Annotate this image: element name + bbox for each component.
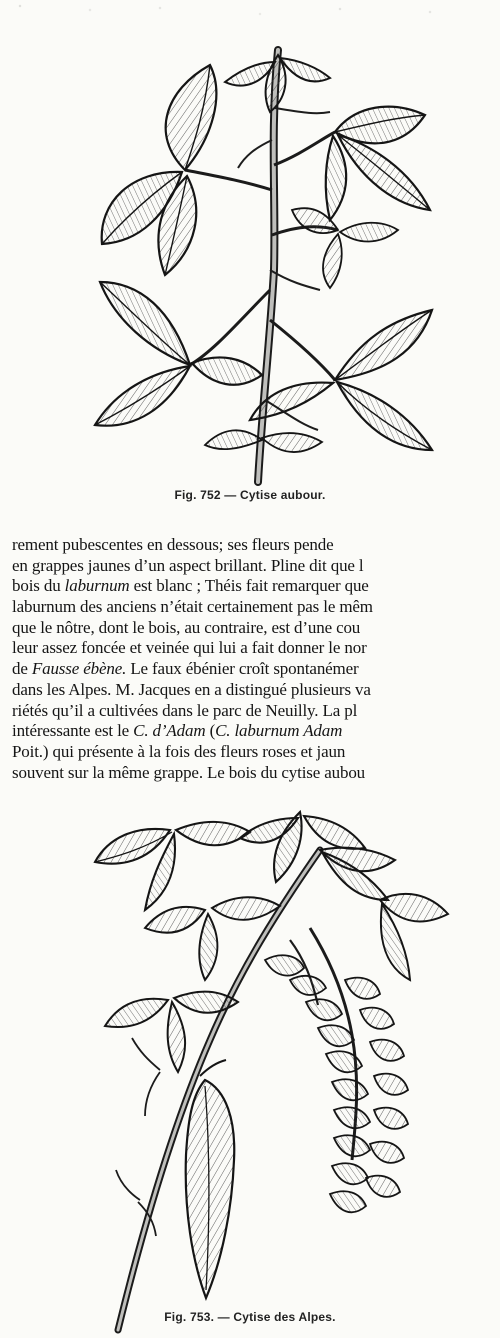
text-fragment: C. d’Adam [133,721,206,741]
figure-753-caption: Fig. 753. — Cytise des Alpes. [164,1310,336,1324]
text-fragment: bois du [12,576,65,596]
text-fragment: dans les Alpes. M. Jacques en a distingué plusieurs va [12,679,371,699]
text-fragment: intéressante est le [12,721,134,741]
text-fragment: leur assez foncée et veinée qui lui a fait donner le nor [12,638,367,658]
text-fragment: riétés qu’il a cultivées dans le parc de Neuilly. La pl [12,700,358,720]
text-line-9 [12,701,492,722]
text-fragment: laburnum des anciens n’était certainement pas le mêm [12,597,373,617]
text-line-1 [12,535,492,556]
text-line-6 [12,638,492,659]
text-fragment: Poit.) qui présente à la fois des fleurs roses et jaun [12,741,346,761]
text-line-12 [12,763,492,784]
text-line-11 [12,742,492,763]
text-line-7 [12,659,492,680]
text-line-10 [12,721,492,742]
text-fragment: ( [205,721,216,741]
text-fragment: Fausse ébène. [31,659,127,679]
text-fragment: que le nôtre, dont le bois, au contraire, est d’une cou [12,617,361,637]
text-line-2 [12,556,492,577]
text-fragment: en grappes jaunes d’un aspect brillant. Pline dit que l [12,555,364,575]
text-fragment: Le faux ébénier croît spontanémer [126,659,359,679]
figure-752-caption: Fig. 752 — Cytise aubour. [174,488,326,502]
body-text [12,535,492,783]
figure-752-illustration [0,20,500,510]
text-line-3 [12,576,492,597]
text-line-8 [12,680,492,701]
text-fragment: est blanc ; Théis fait remarquer que [129,576,369,596]
text-fragment: rement pubescentes en dessous; ses fleurs pende [12,535,334,554]
text-line-5 [12,618,492,639]
text-line-4 [12,597,492,618]
text-fragment: de [12,659,32,679]
text-fragment: laburnum [64,576,130,596]
text-fragment: souvent sur la même grappe. Le bois du cytise aubou [12,762,366,782]
text-fragment: C. laburnum Adam [215,721,343,741]
figure-753-illustration [0,790,500,1338]
